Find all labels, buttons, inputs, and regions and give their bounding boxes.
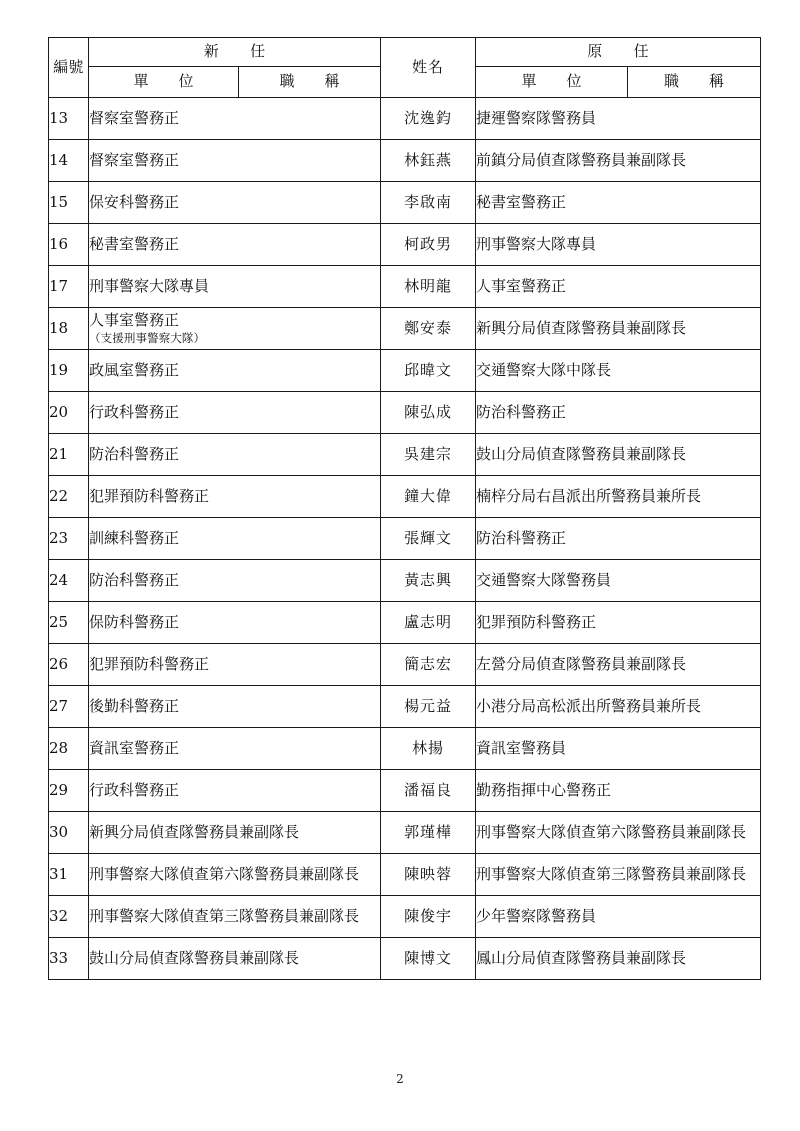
table-row — [49, 392, 761, 434]
new-post-text: 訓練科警務正 — [89, 528, 180, 547]
cell-name: 潘福良 — [381, 770, 476, 812]
column-header-old-title: 職 稱 — [628, 67, 761, 98]
cell-old-post: 新興分局偵查隊警務員兼副隊長 — [476, 308, 761, 350]
cell-new-post — [89, 224, 381, 266]
cell-id: 28 — [49, 728, 89, 770]
cell-old-post: 左營分局偵查隊警務員兼副隊長 — [476, 644, 761, 686]
cell-new-post — [89, 812, 381, 854]
cell-name: 林鈺燕 — [381, 140, 476, 182]
cell-new-post — [89, 518, 381, 560]
cell-id: 21 — [49, 434, 89, 476]
column-header-new-post-group: 新 任 — [89, 38, 381, 67]
column-header-old-unit: 單 位 — [476, 67, 628, 98]
page-number: 2 — [396, 1072, 404, 1086]
cell-old-post: 秘書室警務正 — [476, 182, 761, 224]
column-header-id: 編號 — [49, 38, 89, 98]
personnel-transfer-table — [48, 37, 761, 980]
cell-name: 張輝文 — [381, 518, 476, 560]
column-header-new-unit: 單 位 — [89, 67, 239, 98]
cell-new-post — [89, 938, 381, 980]
cell-id: 32 — [49, 896, 89, 938]
cell-name: 陳博文 — [381, 938, 476, 980]
cell-name: 林揚 — [381, 728, 476, 770]
cell-id: 17 — [49, 266, 89, 308]
cell-name: 鐘大偉 — [381, 476, 476, 518]
table-row — [49, 266, 761, 308]
cell-new-post — [89, 308, 381, 350]
cell-new-post — [89, 98, 381, 140]
cell-id: 29 — [49, 770, 89, 812]
cell-name: 鄭安泰 — [381, 308, 476, 350]
header-row-group — [49, 38, 761, 67]
table-row — [49, 644, 761, 686]
new-post-text: 犯罪預防科警務正 — [89, 486, 210, 505]
cell-new-post — [89, 476, 381, 518]
new-post-text: 督察室警務正 — [89, 150, 180, 169]
cell-id: 33 — [49, 938, 89, 980]
cell-id: 31 — [49, 854, 89, 896]
table-row — [49, 182, 761, 224]
table-row — [49, 812, 761, 854]
cell-new-post — [89, 140, 381, 182]
cell-id: 26 — [49, 644, 89, 686]
new-post-text: 行政科警務正 — [89, 402, 180, 421]
cell-old-post: 鳳山分局偵查隊警務員兼副隊長 — [476, 938, 761, 980]
roster-table-container — [48, 37, 760, 980]
cell-new-post — [89, 854, 381, 896]
table-row — [49, 476, 761, 518]
cell-new-post — [89, 770, 381, 812]
cell-id: 14 — [49, 140, 89, 182]
cell-old-post: 少年警察隊警務員 — [476, 896, 761, 938]
cell-id: 22 — [49, 476, 89, 518]
new-post-note: （支援刑事警察大隊） — [89, 331, 206, 346]
cell-name: 楊元益 — [381, 686, 476, 728]
cell-old-post: 防治科警務正 — [476, 392, 761, 434]
cell-new-post — [89, 392, 381, 434]
cell-id: 27 — [49, 686, 89, 728]
cell-old-post: 交通警察大隊警務員 — [476, 560, 761, 602]
cell-old-post: 人事室警務正 — [476, 266, 761, 308]
cell-new-post — [89, 896, 381, 938]
cell-id: 15 — [49, 182, 89, 224]
cell-new-post — [89, 644, 381, 686]
table-row — [49, 560, 761, 602]
column-header-new-title: 職 稱 — [239, 67, 381, 98]
cell-name: 吳建宗 — [381, 434, 476, 476]
cell-name: 李啟南 — [381, 182, 476, 224]
cell-id: 24 — [49, 560, 89, 602]
cell-id: 18 — [49, 308, 89, 350]
cell-name: 盧志明 — [381, 602, 476, 644]
cell-old-post: 刑事警察大隊偵查第六隊警務員兼副隊長 — [476, 812, 761, 854]
new-post-text: 人事室警務正 — [89, 311, 180, 330]
cell-old-post: 鼓山分局偵查隊警務員兼副隊長 — [476, 434, 761, 476]
cell-new-post — [89, 350, 381, 392]
cell-old-post: 交通警察大隊中隊長 — [476, 350, 761, 392]
table-header — [49, 38, 761, 98]
new-post-text: 行政科警務正 — [89, 780, 180, 799]
cell-name: 陳弘成 — [381, 392, 476, 434]
new-post-text: 資訊室警務正 — [89, 738, 180, 757]
new-post-text: 保防科警務正 — [89, 612, 180, 631]
new-post-text: 督察室警務正 — [89, 108, 180, 127]
table-row — [49, 224, 761, 266]
new-post-text: 後勤科警務正 — [89, 696, 180, 715]
cell-old-post: 勤務指揮中心警務正 — [476, 770, 761, 812]
cell-id: 25 — [49, 602, 89, 644]
cell-id: 23 — [49, 518, 89, 560]
cell-id: 19 — [49, 350, 89, 392]
cell-name: 簡志宏 — [381, 644, 476, 686]
cell-old-post: 楠梓分局右昌派出所警務員兼所長 — [476, 476, 761, 518]
table-row — [49, 728, 761, 770]
table-row — [49, 140, 761, 182]
cell-new-post — [89, 602, 381, 644]
cell-name: 郭瑾樺 — [381, 812, 476, 854]
cell-old-post: 刑事警察大隊偵查第三隊警務員兼副隊長 — [476, 854, 761, 896]
new-post-text: 刑事警察大隊偵查第六隊警務員兼副隊長 — [89, 864, 360, 883]
cell-old-post: 前鎮分局偵查隊警務員兼副隊長 — [476, 140, 761, 182]
new-post-text: 秘書室警務正 — [89, 234, 180, 253]
table-row — [49, 896, 761, 938]
cell-new-post — [89, 266, 381, 308]
cell-name: 陳映蓉 — [381, 854, 476, 896]
cell-new-post — [89, 560, 381, 602]
cell-name: 沈逸鈞 — [381, 98, 476, 140]
table-row — [49, 518, 761, 560]
cell-old-post: 資訊室警務員 — [476, 728, 761, 770]
table-row — [49, 938, 761, 980]
new-post-text: 犯罪預防科警務正 — [89, 654, 210, 673]
table-row — [49, 602, 761, 644]
cell-new-post — [89, 728, 381, 770]
new-post-text: 防治科警務正 — [89, 444, 180, 463]
new-post-text: 刑事警察大隊專員 — [89, 276, 210, 295]
new-post-text: 保安科警務正 — [89, 192, 180, 211]
cell-new-post — [89, 434, 381, 476]
cell-old-post: 小港分局高松派出所警務員兼所長 — [476, 686, 761, 728]
new-post-text: 刑事警察大隊偵查第三隊警務員兼副隊長 — [89, 906, 360, 925]
table-row — [49, 350, 761, 392]
cell-id: 16 — [49, 224, 89, 266]
table-row — [49, 98, 761, 140]
table-row — [49, 308, 761, 350]
cell-old-post: 刑事警察大隊專員 — [476, 224, 761, 266]
column-header-old-post-group: 原 任 — [476, 38, 761, 67]
cell-id: 30 — [49, 812, 89, 854]
table-row — [49, 434, 761, 476]
cell-name: 陳俊宇 — [381, 896, 476, 938]
table-body — [49, 98, 761, 980]
table-row — [49, 770, 761, 812]
table-row — [49, 854, 761, 896]
cell-old-post: 捷運警察隊警務員 — [476, 98, 761, 140]
table-row — [49, 686, 761, 728]
cell-old-post: 犯罪預防科警務正 — [476, 602, 761, 644]
cell-name: 林明龍 — [381, 266, 476, 308]
column-header-name: 姓名 — [381, 38, 476, 98]
cell-id: 13 — [49, 98, 89, 140]
new-post-text: 新興分局偵查隊警務員兼副隊長 — [89, 822, 300, 841]
new-post-text: 防治科警務正 — [89, 570, 180, 589]
new-post-text: 鼓山分局偵查隊警務員兼副隊長 — [89, 948, 300, 967]
cell-id: 20 — [49, 392, 89, 434]
cell-name: 黃志興 — [381, 560, 476, 602]
cell-old-post: 防治科警務正 — [476, 518, 761, 560]
new-post-text: 政風室警務正 — [89, 360, 180, 379]
cell-new-post — [89, 686, 381, 728]
cell-name: 柯政男 — [381, 224, 476, 266]
cell-name: 邱暐文 — [381, 350, 476, 392]
cell-new-post — [89, 182, 381, 224]
